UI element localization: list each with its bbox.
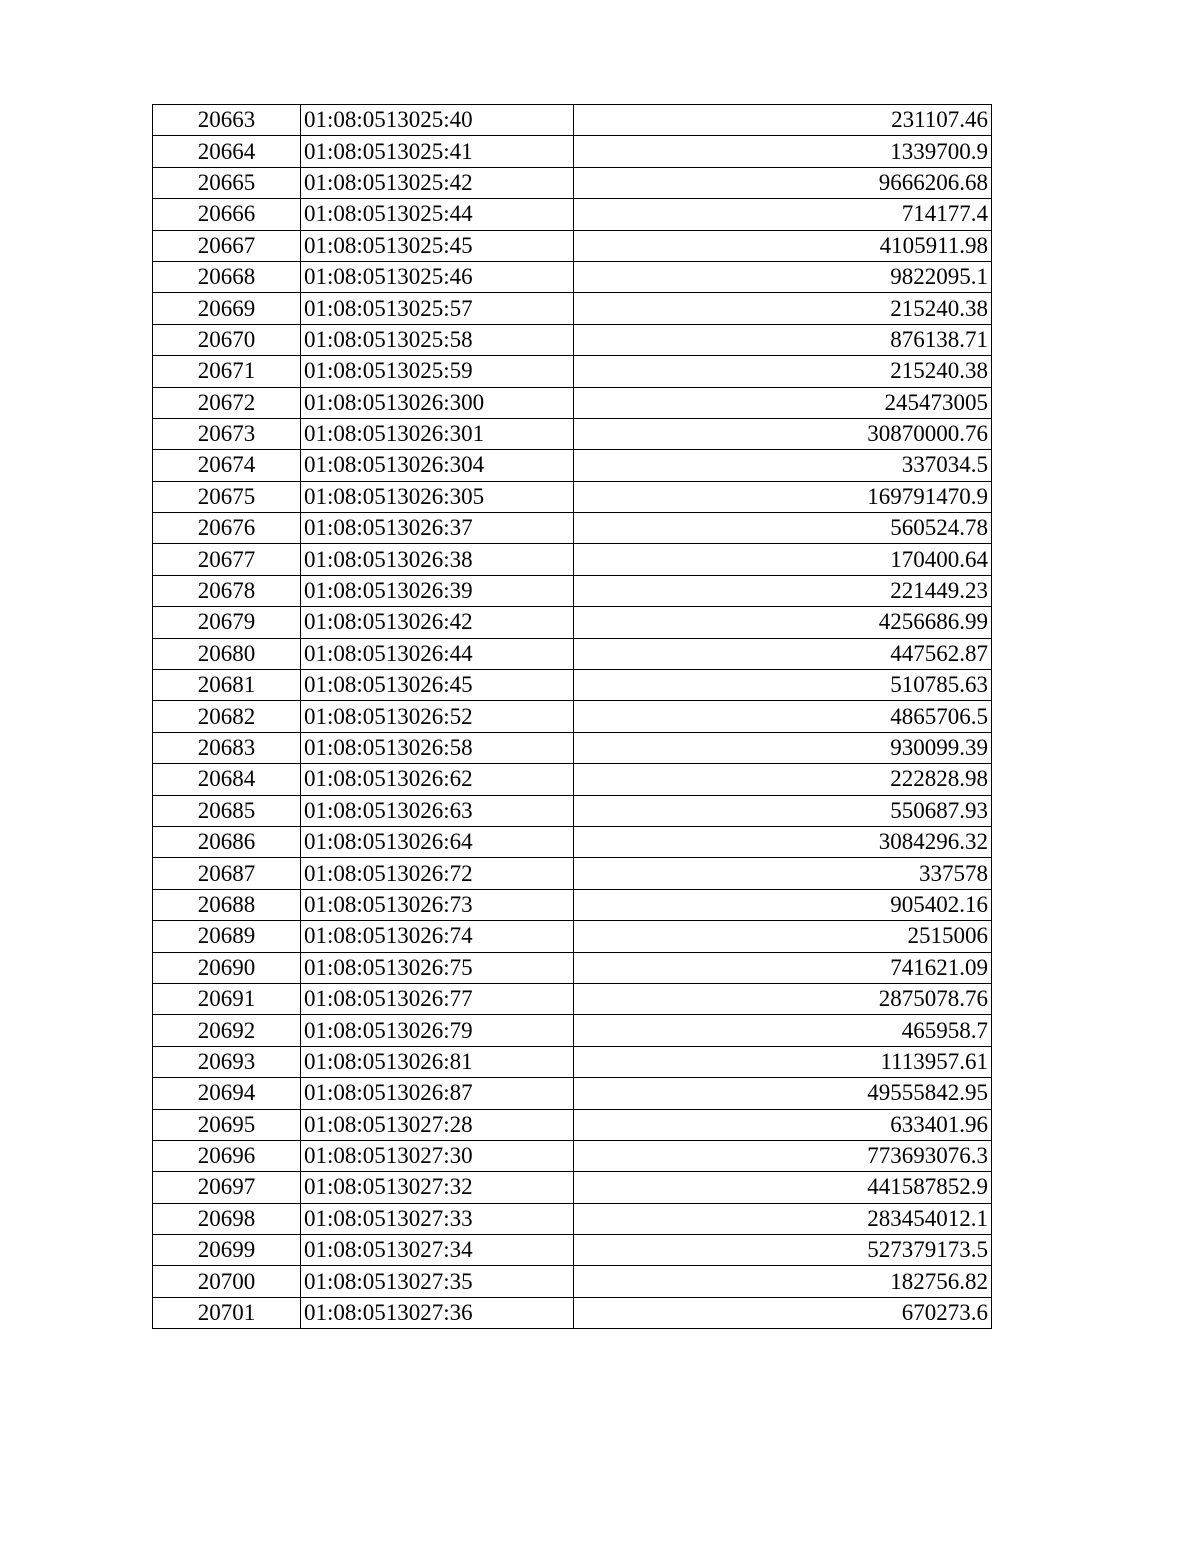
row-number-cell: 20685 (153, 795, 301, 826)
value-cell: 741621.09 (574, 952, 992, 983)
cadastral-number-cell: 01:08:0513025:42 (301, 167, 574, 198)
cadastral-number-cell: 01:08:0513026:72 (301, 858, 574, 889)
table-row (153, 1078, 992, 1109)
table-row (153, 732, 992, 763)
row-number-cell: 20674 (153, 450, 301, 481)
value-cell: 633401.96 (574, 1109, 992, 1140)
row-number-cell: 20678 (153, 575, 301, 606)
cadastral-number-cell: 01:08:0513026:38 (301, 544, 574, 575)
table-row (153, 1046, 992, 1077)
cadastral-number-cell: 01:08:0513026:301 (301, 418, 574, 449)
value-cell: 1339700.9 (574, 136, 992, 167)
cadastral-number-cell: 01:08:0513025:46 (301, 261, 574, 292)
table-row (153, 167, 992, 198)
cadastral-number-cell: 01:08:0513025:40 (301, 105, 574, 136)
table-row (153, 481, 992, 512)
value-cell: 231107.46 (574, 105, 992, 136)
cadastral-number-cell: 01:08:0513026:45 (301, 670, 574, 701)
cadastral-number-cell: 01:08:0513026:73 (301, 889, 574, 920)
value-cell: 560524.78 (574, 513, 992, 544)
table-row (153, 450, 992, 481)
cadastral-number-cell: 01:08:0513026:87 (301, 1078, 574, 1109)
row-number-cell: 20700 (153, 1266, 301, 1297)
table-row (153, 356, 992, 387)
row-number-cell: 20682 (153, 701, 301, 732)
value-cell: 510785.63 (574, 670, 992, 701)
value-cell: 773693076.3 (574, 1140, 992, 1171)
row-number-cell: 20669 (153, 293, 301, 324)
value-cell: 283454012.1 (574, 1203, 992, 1234)
table-row (153, 889, 992, 920)
row-number-cell: 20679 (153, 607, 301, 638)
cadastral-number-cell: 01:08:0513026:39 (301, 575, 574, 606)
table-row (153, 324, 992, 355)
row-number-cell: 20695 (153, 1109, 301, 1140)
cadastral-number-cell: 01:08:0513025:57 (301, 293, 574, 324)
value-cell: 4256686.99 (574, 607, 992, 638)
cadastral-number-cell: 01:08:0513027:32 (301, 1172, 574, 1203)
cadastral-number-cell: 01:08:0513026:58 (301, 732, 574, 763)
cadastral-number-cell: 01:08:0513026:304 (301, 450, 574, 481)
cadastral-number-cell: 01:08:0513025:41 (301, 136, 574, 167)
table-row (153, 1140, 992, 1171)
row-number-cell: 20670 (153, 324, 301, 355)
value-cell: 30870000.76 (574, 418, 992, 449)
cadastral-number-cell: 01:08:0513027:35 (301, 1266, 574, 1297)
cadastral-number-cell: 01:08:0513025:58 (301, 324, 574, 355)
table-body (153, 105, 992, 1329)
table-row (153, 261, 992, 292)
cadastral-number-cell: 01:08:0513026:64 (301, 826, 574, 857)
cadastral-number-cell: 01:08:0513026:52 (301, 701, 574, 732)
cadastral-number-cell: 01:08:0513027:30 (301, 1140, 574, 1171)
cadastral-number-cell: 01:08:0513026:44 (301, 638, 574, 669)
table-row (153, 1203, 992, 1234)
table-row (153, 1015, 992, 1046)
table-row (153, 858, 992, 889)
row-number-cell: 20676 (153, 513, 301, 544)
table-row (153, 1266, 992, 1297)
table-row (153, 575, 992, 606)
cadastral-number-cell: 01:08:0513026:74 (301, 921, 574, 952)
row-number-cell: 20673 (153, 418, 301, 449)
row-number-cell: 20668 (153, 261, 301, 292)
row-number-cell: 20672 (153, 387, 301, 418)
table-row (153, 230, 992, 261)
row-number-cell: 20701 (153, 1297, 301, 1328)
table-row (153, 1297, 992, 1328)
table-row (153, 826, 992, 857)
table-row (153, 1109, 992, 1140)
row-number-cell: 20686 (153, 826, 301, 857)
value-cell: 1113957.61 (574, 1046, 992, 1077)
value-cell: 3084296.32 (574, 826, 992, 857)
table-row (153, 1172, 992, 1203)
cadastral-number-cell: 01:08:0513025:59 (301, 356, 574, 387)
value-cell: 4105911.98 (574, 230, 992, 261)
cadastral-number-cell: 01:08:0513025:45 (301, 230, 574, 261)
table-row (153, 136, 992, 167)
value-cell: 337578 (574, 858, 992, 889)
table-row (153, 952, 992, 983)
value-cell: 670273.6 (574, 1297, 992, 1328)
row-number-cell: 20694 (153, 1078, 301, 1109)
cadastral-number-cell: 01:08:0513026:79 (301, 1015, 574, 1046)
cadastral-number-cell: 01:08:0513027:33 (301, 1203, 574, 1234)
cadastral-number-cell: 01:08:0513025:44 (301, 199, 574, 230)
table-row (153, 795, 992, 826)
value-cell: 4865706.5 (574, 701, 992, 732)
table-row (153, 670, 992, 701)
row-number-cell: 20683 (153, 732, 301, 763)
row-number-cell: 20696 (153, 1140, 301, 1171)
row-number-cell: 20697 (153, 1172, 301, 1203)
value-cell: 550687.93 (574, 795, 992, 826)
value-cell: 170400.64 (574, 544, 992, 575)
cadastral-number-cell: 01:08:0513026:42 (301, 607, 574, 638)
table-row (153, 513, 992, 544)
row-number-cell: 20698 (153, 1203, 301, 1234)
table-row (153, 105, 992, 136)
value-cell: 169791470.9 (574, 481, 992, 512)
table-row (153, 607, 992, 638)
row-number-cell: 20665 (153, 167, 301, 198)
row-number-cell: 20680 (153, 638, 301, 669)
value-cell: 9822095.1 (574, 261, 992, 292)
row-number-cell: 20667 (153, 230, 301, 261)
row-number-cell: 20663 (153, 105, 301, 136)
row-number-cell: 20688 (153, 889, 301, 920)
table-row (153, 387, 992, 418)
value-cell: 2875078.76 (574, 983, 992, 1014)
row-number-cell: 20671 (153, 356, 301, 387)
value-cell: 876138.71 (574, 324, 992, 355)
cadastral-number-cell: 01:08:0513027:28 (301, 1109, 574, 1140)
cadastral-number-cell: 01:08:0513026:77 (301, 983, 574, 1014)
row-number-cell: 20684 (153, 764, 301, 795)
row-number-cell: 20692 (153, 1015, 301, 1046)
table-row (153, 418, 992, 449)
row-number-cell: 20691 (153, 983, 301, 1014)
row-number-cell: 20687 (153, 858, 301, 889)
table-row (153, 199, 992, 230)
value-cell: 182756.82 (574, 1266, 992, 1297)
table-row (153, 638, 992, 669)
cadastral-number-cell: 01:08:0513026:37 (301, 513, 574, 544)
value-cell: 245473005 (574, 387, 992, 418)
value-cell: 337034.5 (574, 450, 992, 481)
row-number-cell: 20693 (153, 1046, 301, 1077)
cadastral-number-cell: 01:08:0513026:62 (301, 764, 574, 795)
table-row (153, 921, 992, 952)
table-row (153, 764, 992, 795)
value-cell: 222828.98 (574, 764, 992, 795)
value-cell: 221449.23 (574, 575, 992, 606)
value-cell: 441587852.9 (574, 1172, 992, 1203)
cadastral-number-cell: 01:08:0513026:305 (301, 481, 574, 512)
cadastral-number-cell: 01:08:0513026:75 (301, 952, 574, 983)
data-table (152, 104, 992, 1329)
value-cell: 465958.7 (574, 1015, 992, 1046)
table-row (153, 701, 992, 732)
row-number-cell: 20681 (153, 670, 301, 701)
value-cell: 2515006 (574, 921, 992, 952)
row-number-cell: 20699 (153, 1235, 301, 1266)
value-cell: 215240.38 (574, 293, 992, 324)
cadastral-number-cell: 01:08:0513026:63 (301, 795, 574, 826)
value-cell: 447562.87 (574, 638, 992, 669)
row-number-cell: 20675 (153, 481, 301, 512)
row-number-cell: 20664 (153, 136, 301, 167)
row-number-cell: 20666 (153, 199, 301, 230)
cadastral-number-cell: 01:08:0513026:81 (301, 1046, 574, 1077)
value-cell: 905402.16 (574, 889, 992, 920)
cadastral-number-cell: 01:08:0513027:34 (301, 1235, 574, 1266)
row-number-cell: 20689 (153, 921, 301, 952)
value-cell: 49555842.95 (574, 1078, 992, 1109)
value-cell: 930099.39 (574, 732, 992, 763)
cadastral-number-cell: 01:08:0513027:36 (301, 1297, 574, 1328)
row-number-cell: 20677 (153, 544, 301, 575)
value-cell: 714177.4 (574, 199, 992, 230)
value-cell: 527379173.5 (574, 1235, 992, 1266)
value-cell: 9666206.68 (574, 167, 992, 198)
table-row (153, 983, 992, 1014)
table-row (153, 544, 992, 575)
cadastral-number-cell: 01:08:0513026:300 (301, 387, 574, 418)
table-row (153, 293, 992, 324)
table-row (153, 1235, 992, 1266)
value-cell: 215240.38 (574, 356, 992, 387)
row-number-cell: 20690 (153, 952, 301, 983)
